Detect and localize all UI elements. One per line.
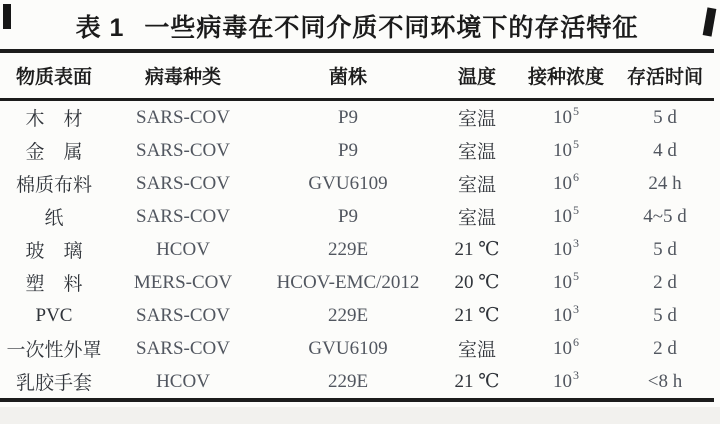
cell-virus: MERS-COV: [133, 271, 233, 293]
cell-time: <8 h: [647, 370, 683, 392]
header-time: 存活时间: [616, 51, 714, 100]
cell-temp: 21 ℃: [454, 239, 500, 260]
cell-surface: 塑 料: [25, 274, 83, 295]
cell-strain: 229E: [327, 238, 369, 260]
cell-strain: HCOV-EMC/2012: [276, 271, 420, 293]
page-margin-strip: [0, 407, 720, 424]
cell-surface: PVC: [35, 304, 73, 326]
table-body: [0, 100, 714, 401]
table-row: [0, 365, 714, 400]
cell-time: 5 d: [653, 238, 677, 260]
cell-concentration: $10^5$: [553, 203, 579, 227]
concentration-exponent: 5: [573, 269, 579, 284]
table-row: [0, 233, 714, 266]
cell-concentration: $10^6$: [553, 170, 579, 194]
concentration-exponent: 6: [573, 170, 579, 185]
cell-temp: 20 ℃: [454, 272, 500, 293]
cell-strain: P9: [337, 205, 359, 227]
cell-strain: 229E: [327, 304, 369, 326]
cell-concentration: $10^3$: [553, 368, 579, 392]
cell-strain: GVU6109: [308, 337, 388, 359]
cell-surface: 玻 璃: [25, 241, 83, 262]
cell-temp: 室温: [457, 109, 496, 130]
header-surface: 物质表面: [0, 51, 108, 100]
cell-temp: 室温: [457, 208, 496, 229]
table-number: 表 1: [75, 14, 125, 42]
table-row: [0, 100, 714, 135]
concentration-exponent: 5: [573, 137, 579, 152]
cell-concentration: $10^3$: [553, 236, 579, 260]
cell-time: 5 d: [653, 106, 677, 128]
cell-surface: 金 属: [25, 142, 83, 163]
cell-time: 2 d: [653, 271, 677, 293]
cell-virus: SARS-COV: [136, 304, 230, 326]
cell-time: 4~5 d: [643, 205, 687, 227]
cell-temp: 室温: [457, 175, 496, 196]
cell-strain: GVU6109: [308, 172, 388, 194]
cell-strain: P9: [337, 106, 359, 128]
cell-concentration: $10^6$: [553, 335, 579, 359]
cell-concentration: $10^5$: [553, 137, 579, 161]
cell-virus: SARS-COV: [136, 205, 230, 227]
cell-surface: 纸: [44, 208, 64, 229]
header-virus: 病毒种类: [108, 51, 258, 100]
cell-temp: 21 ℃: [454, 305, 500, 326]
cell-temp: 室温: [457, 340, 496, 361]
concentration-exponent: 5: [573, 203, 579, 218]
cell-surface: 乳胶手套: [15, 373, 92, 394]
header-strain: 菌株: [258, 51, 438, 100]
cell-virus: HCOV: [156, 238, 210, 260]
table-row: [0, 134, 714, 167]
cell-surface: 棉质布料: [15, 175, 92, 196]
cell-strain: 229E: [327, 370, 369, 392]
table-row: [0, 299, 714, 332]
concentration-exponent: 3: [573, 368, 579, 383]
cell-temp: 21 ℃: [454, 371, 500, 392]
cell-strain: P9: [337, 139, 359, 161]
cell-virus: SARS-COV: [136, 172, 230, 194]
cell-surface: 木 材: [25, 109, 83, 130]
cell-surface: 一次性外罩: [6, 340, 102, 361]
cell-time: 5 d: [653, 304, 677, 326]
table-header: [0, 51, 714, 100]
cell-time: 2 d: [653, 337, 677, 359]
table-row: [0, 167, 714, 200]
table-title-text: 一些病毒在不同介质不同环境下的存活特征: [144, 14, 639, 42]
cell-virus: HCOV: [156, 370, 210, 392]
virus-survival-table: [0, 49, 714, 402]
table-row: [0, 200, 714, 233]
concentration-exponent: 3: [573, 302, 579, 317]
cell-concentration: $10^3$: [553, 302, 579, 326]
header-temp: 温度: [438, 51, 516, 100]
cell-virus: SARS-COV: [136, 106, 230, 128]
cell-concentration: $10^5$: [553, 269, 579, 293]
concentration-exponent: 6: [573, 335, 579, 350]
cell-concentration: $10^5$: [553, 104, 579, 128]
cell-virus: SARS-COV: [136, 337, 230, 359]
header-row: [0, 51, 714, 100]
cell-time: 4 d: [653, 139, 677, 161]
header-conc: 接种浓度: [516, 51, 616, 100]
cell-temp: 室温: [457, 142, 496, 163]
cell-time: 24 h: [648, 172, 682, 194]
table-row: [0, 332, 714, 365]
concentration-exponent: 3: [573, 236, 579, 251]
table-title: [0, 8, 714, 44]
table-row: [0, 266, 714, 299]
cell-virus: SARS-COV: [136, 139, 230, 161]
concentration-exponent: 5: [573, 104, 579, 119]
